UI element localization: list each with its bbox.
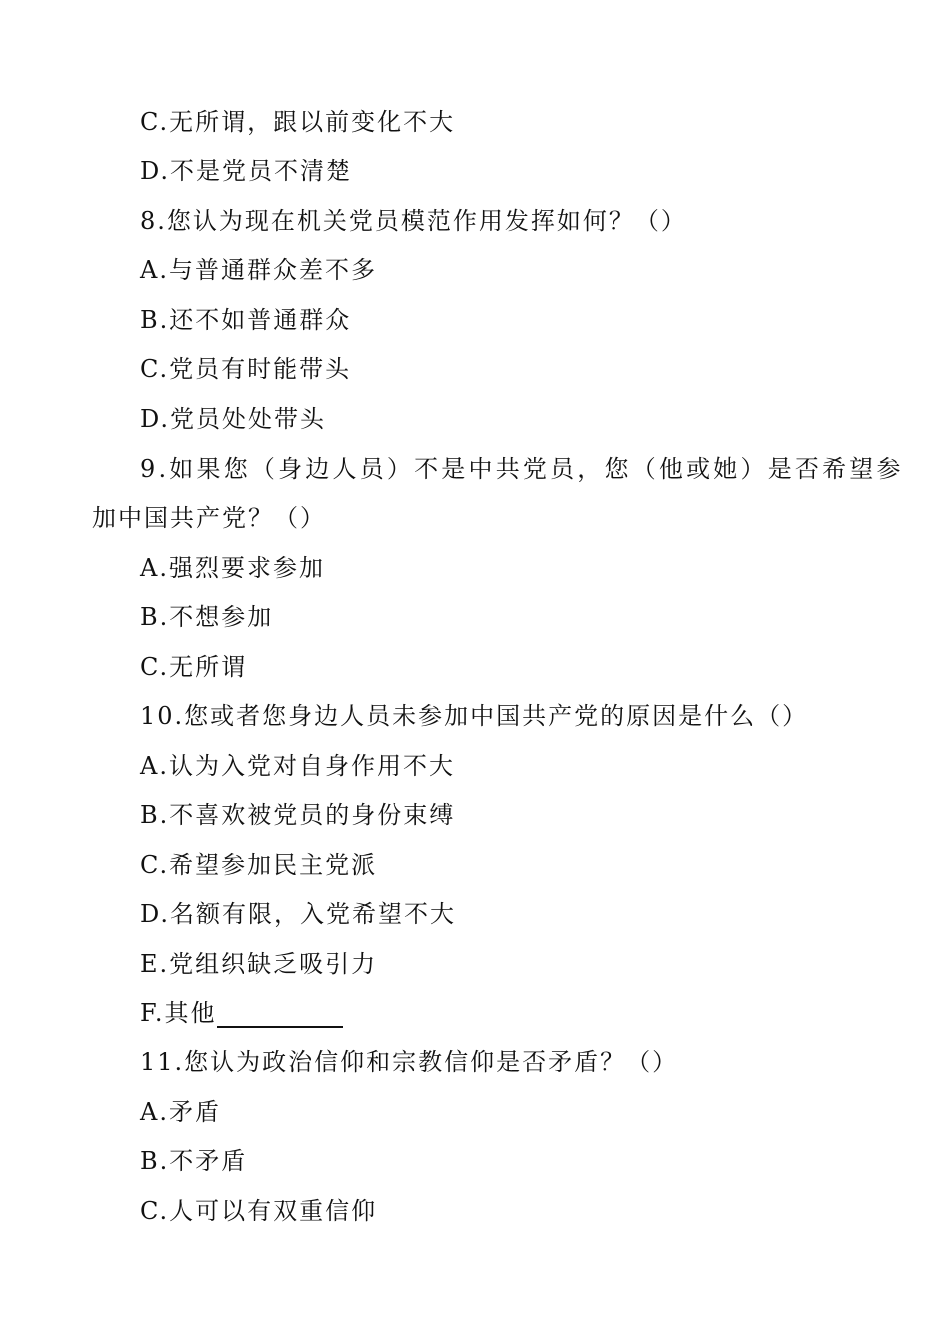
question-8: 8.您认为现在机关党员模范作用发挥如何？（） bbox=[140, 207, 687, 235]
q10-option-f bbox=[140, 998, 343, 1028]
question-9-line-2: 加中国共产党？（） bbox=[92, 504, 326, 532]
q10-option-b: B.不喜欢被党员的身份束缚 bbox=[140, 801, 456, 829]
q8-option-c: C.党员有时能带头 bbox=[140, 355, 352, 383]
q8-option-b: B.还不如普通群众 bbox=[140, 306, 352, 334]
q10-option-f-label: F.其他 bbox=[140, 999, 217, 1027]
q11-option-c: C.人可以有双重信仰 bbox=[140, 1197, 378, 1225]
q9-option-c: C.无所谓 bbox=[140, 653, 248, 681]
q9-option-b: B.不想参加 bbox=[140, 603, 274, 631]
q9-option-a: A.强烈要求参加 bbox=[140, 554, 325, 582]
q7-option-d: D.不是党员不清楚 bbox=[140, 157, 353, 185]
q11-option-b: B.不矛盾 bbox=[140, 1147, 248, 1175]
q10-option-a: A.认为入党对自身作用不大 bbox=[140, 752, 455, 780]
q8-option-d: D.党员处处带头 bbox=[140, 405, 327, 433]
fill-in-blank-line bbox=[217, 1000, 343, 1028]
q10-option-d: D.名额有限，入党希望不大 bbox=[140, 900, 457, 928]
q7-option-c: C.无所谓，跟以前变化不大 bbox=[140, 108, 456, 136]
question-9-line-1: 9.如果您（身边人员）不是中共党员，您（他或她）是否希望参 bbox=[140, 455, 904, 483]
q10-option-e: E.党组织缺乏吸引力 bbox=[140, 950, 378, 978]
q11-option-a: A.矛盾 bbox=[140, 1098, 221, 1126]
question-11: 11.您认为政治信仰和宗教信仰是否矛盾？（） bbox=[140, 1048, 679, 1076]
q8-option-a: A.与普通群众差不多 bbox=[140, 256, 377, 284]
question-10: 10.您或者您身边人员未参加中国共产党的原因是什么（） bbox=[140, 702, 809, 730]
q10-option-c: C.希望参加民主党派 bbox=[140, 851, 378, 879]
